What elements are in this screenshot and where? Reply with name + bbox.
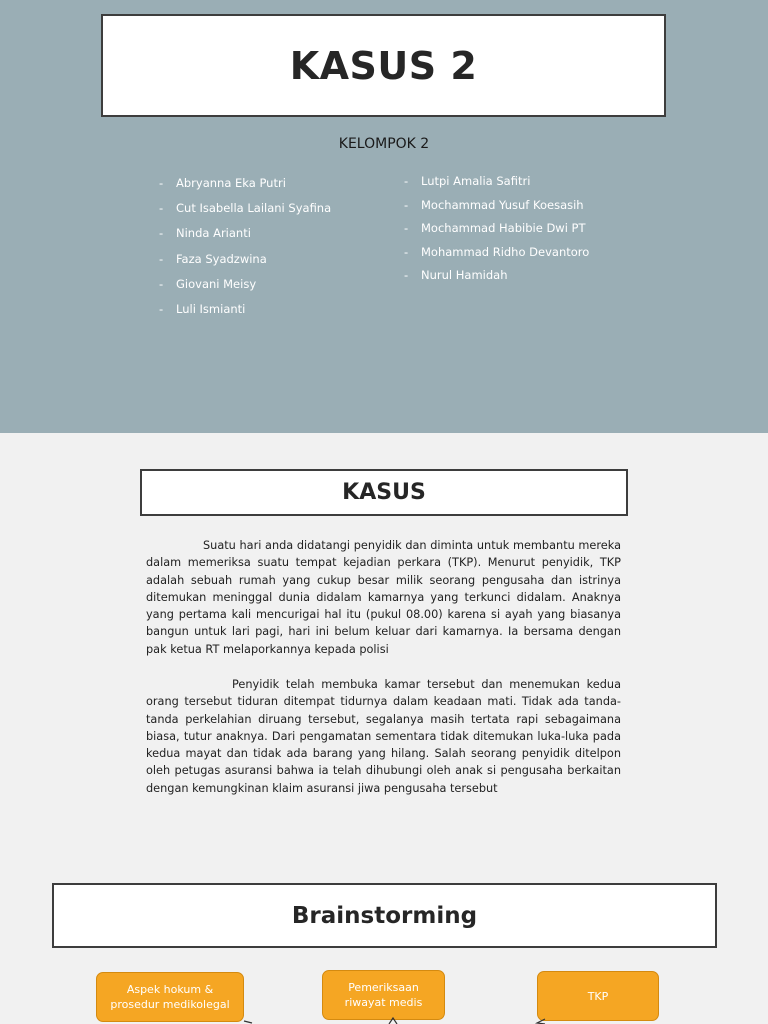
member-item: - Ninda Arianti xyxy=(159,226,331,251)
brainstorming-title: Brainstorming xyxy=(291,902,478,929)
member-list-left xyxy=(159,176,331,327)
title-box xyxy=(101,14,666,117)
member-item: - Mochammad Habibie Dwi PT xyxy=(404,221,589,245)
brainstorming-title-box xyxy=(52,883,717,948)
member-item: - Lutpi Amalia Safitri xyxy=(404,174,589,198)
member-item: - Abryanna Eka Putri xyxy=(159,176,331,201)
case-paragraph-2: Penyidik telah membuka kamar tersebut dan menemukan kedua orang tersebut tiduran ditempat tidurnya dalam keadaan mati. Tidak ada tanda-tanda perkelahian diruang tersebut, segalanya masih tertata rapi sebagaimana biasa, tutur anaknya. Dari pengamatan sementara tidak ditemukan luka-luka pada kedua mayat dan tidak ada barang yang hilang. Salah seorang penyidik ditelpon oleh petugas asuransi bahwa ia telah dihubungi oleh anak si pengusaha berkaitan dengan kemungkinan klaim asuransi jiwa pengusaha tersebut xyxy=(146,678,621,795)
member-item: - Nurul Hamidah xyxy=(404,268,589,292)
kasus-title-box xyxy=(140,469,628,516)
member-item: - Cut Isabella Lailani Syafina xyxy=(159,201,331,226)
connector-arrows xyxy=(0,1016,768,1024)
member-list-right xyxy=(404,174,589,292)
case-paragraph-1: Suatu hari anda didatangi penyidik dan diminta untuk membantu mereka dalam memeriksa suatu tempat kejadian perkara (TKP). Menurut penyidik, TKP adalah sebuah rumah yang cukup besar milik seorang pengusaha dan istrinya ditemukan meninggal dunia didalam kamarnya yang terkunci didalam. Anaknya yang pertama kali mencurigai hal itu (pukul 08.00) karena si ayah yang biasanya bangun untuk lari pagi, hari ini belum keluar dari kamarnya. Ia bersama dengan pak ketua RT melaporkannya kepada polisi xyxy=(146,539,621,656)
arrow-head xyxy=(244,1021,252,1023)
member-item: - Faza Syadzwina xyxy=(159,252,331,277)
arrow-head xyxy=(389,1018,397,1024)
title-slide xyxy=(0,0,768,433)
member-item: - Giovani Meisy xyxy=(159,277,331,302)
concept-box-medical-history: Pemeriksaan riwayat medis xyxy=(322,970,445,1020)
member-item: - Mohammad Ridho Devantoro xyxy=(404,245,589,269)
slide-title: KASUS 2 xyxy=(289,43,478,88)
concept-box-tkp: TKP xyxy=(537,971,659,1021)
concept-box-legal: Aspek hokum & prosedur medikolegal xyxy=(96,972,244,1022)
arrow-head xyxy=(537,1019,545,1024)
group-label: KELOMPOK 2 xyxy=(338,136,430,152)
kasus-title: KASUS xyxy=(342,480,426,505)
member-item: - Mochammad Yusuf Koesasih xyxy=(404,198,589,222)
member-item: - Luli Ismianti xyxy=(159,302,331,327)
